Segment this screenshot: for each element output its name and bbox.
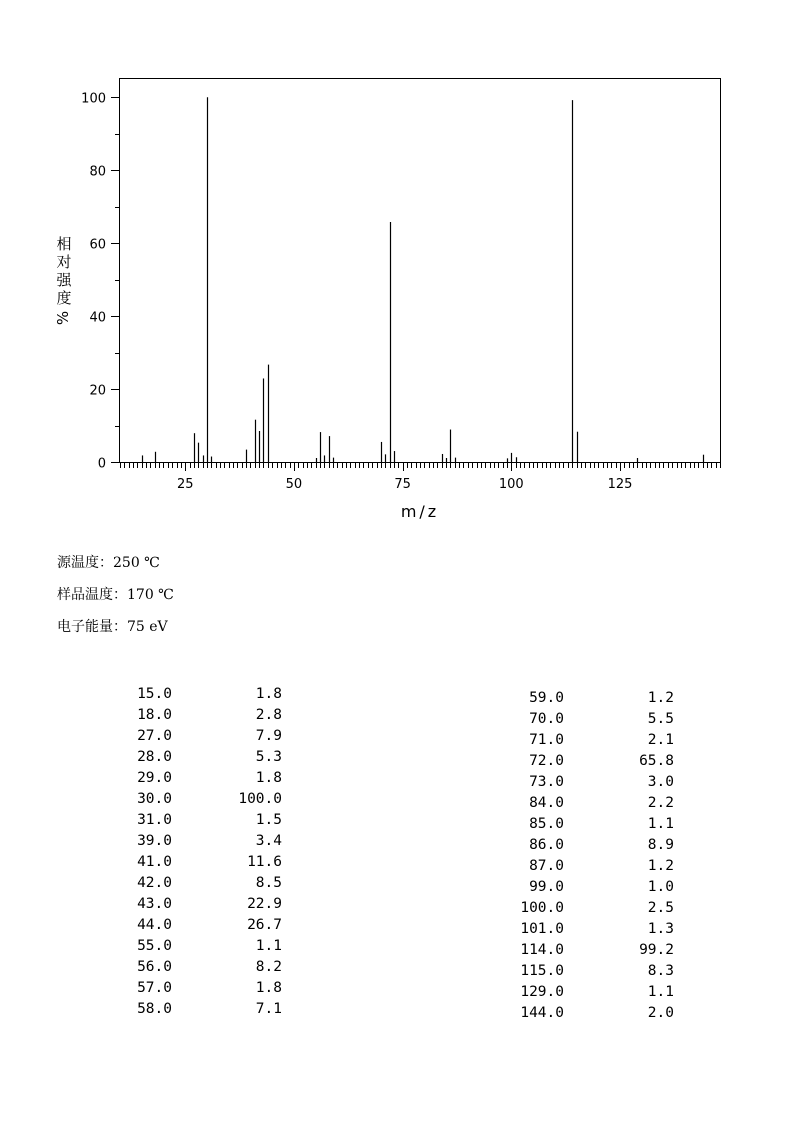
peak-table-row <box>514 982 674 1003</box>
peak-mz: 44.0 <box>137 917 172 933</box>
peak-abundance: 1.8 <box>255 980 282 996</box>
peak-table-row <box>122 936 282 957</box>
peak-table-row <box>514 856 674 877</box>
peak-table-row <box>122 726 282 747</box>
peak-mz: 18.0 <box>137 707 172 723</box>
y-axis-label-char: 相 <box>56 235 72 253</box>
x-tick-label: 125 <box>607 477 633 492</box>
peak-table-row <box>122 852 282 873</box>
peak-table-row <box>514 1003 674 1024</box>
peak-abundance: 1.0 <box>647 879 674 895</box>
peak-table-row <box>122 873 282 894</box>
peak-abundance: 2.0 <box>647 1005 674 1021</box>
x-axis <box>121 462 721 492</box>
peak-mz: 100.0 <box>520 900 564 916</box>
peak-mz: 55.0 <box>137 938 172 954</box>
y-axis-label-char: 度 <box>56 289 72 307</box>
source-temperature-label: 源温度： <box>57 555 113 571</box>
peak-mz: 31.0 <box>137 812 172 828</box>
peak-abundance: 1.8 <box>255 770 282 786</box>
peak-abundance: 2.1 <box>647 732 674 748</box>
peak-mz: 101.0 <box>520 921 564 937</box>
peak-mz: 39.0 <box>137 833 172 849</box>
peak-abundance: 8.2 <box>255 959 282 975</box>
peak-mz: 59.0 <box>529 690 564 706</box>
peak-abundance: 1.1 <box>647 816 674 832</box>
peak-abundance: 2.5 <box>647 900 674 916</box>
peak-abundance: 11.6 <box>247 854 282 870</box>
sample-temperature <box>57 584 174 604</box>
sample-temperature-label: 样品温度： <box>57 587 127 603</box>
peak-abundance: 3.4 <box>255 833 282 849</box>
peak-mz: 15.0 <box>137 686 172 702</box>
electron-energy-label: 电子能量： <box>57 619 127 635</box>
sample-temperature-value: 170 ℃ <box>127 587 174 603</box>
peak-mz: 99.0 <box>529 879 564 895</box>
peak-abundance: 1.1 <box>255 938 282 954</box>
peak-mz: 42.0 <box>137 875 172 891</box>
peak-table-row <box>514 793 674 814</box>
peak-table-right <box>514 688 674 1024</box>
peak-mz: 72.0 <box>529 753 564 769</box>
peak-table-row <box>122 978 282 999</box>
x-axis-label: m/z <box>400 502 440 521</box>
peak-table-row <box>122 705 282 726</box>
peak-table-row <box>514 751 674 772</box>
peak-abundance: 8.3 <box>647 963 674 979</box>
electron-energy <box>57 616 168 636</box>
peak-abundance: 1.3 <box>647 921 674 937</box>
peak-table-row <box>122 894 282 915</box>
peak-abundance: 1.8 <box>255 686 282 702</box>
peak-abundance: 99.2 <box>639 942 674 958</box>
y-tick-label: 40 <box>89 310 106 326</box>
y-tick-label: 20 <box>89 383 106 399</box>
y-tick-label: 80 <box>89 164 106 180</box>
peak-mz: 56.0 <box>137 959 172 975</box>
peak-mz: 70.0 <box>529 711 564 727</box>
peak-table-row <box>514 814 674 835</box>
peak-mz: 85.0 <box>529 816 564 832</box>
x-tick-label: 25 <box>176 477 194 492</box>
peak-abundance: 22.9 <box>247 896 282 912</box>
peak-abundance: 65.8 <box>639 753 674 769</box>
peak-mz: 86.0 <box>529 837 564 853</box>
peak-abundance: 3.0 <box>647 774 674 790</box>
peak-mz: 114.0 <box>520 942 564 958</box>
peak-table-row <box>514 730 674 751</box>
peak-mz: 84.0 <box>529 795 564 811</box>
y-axis-label-char: 对 <box>56 253 72 271</box>
peak-mz: 57.0 <box>137 980 172 996</box>
peak-mz: 129.0 <box>520 984 564 1000</box>
peak-table-row <box>514 898 674 919</box>
peak-table-row <box>514 835 674 856</box>
peak-table-row <box>514 877 674 898</box>
peak-mz: 73.0 <box>529 774 564 790</box>
peak-table-row <box>122 789 282 810</box>
peak-mz: 28.0 <box>137 749 172 765</box>
source-temperature-value: 250 ℃ <box>113 555 160 571</box>
peak-table-row <box>514 940 674 961</box>
peak-mz: 27.0 <box>137 728 172 744</box>
mass-spectrum-chart <box>0 0 794 530</box>
peak-bars <box>143 97 704 462</box>
peak-abundance: 2.8 <box>255 707 282 723</box>
peak-table-row <box>122 768 282 789</box>
peak-abundance: 1.5 <box>255 812 282 828</box>
y-axis-label-char: % <box>54 310 72 326</box>
y-axis-label <box>54 235 72 325</box>
peak-abundance: 100.0 <box>238 791 282 807</box>
peak-abundance: 5.5 <box>647 711 674 727</box>
peak-table-row <box>122 831 282 852</box>
peak-abundance: 1.2 <box>647 690 674 706</box>
peak-table-row <box>514 919 674 940</box>
peak-mz: 71.0 <box>529 732 564 748</box>
peak-table-row <box>122 915 282 936</box>
peak-abundance: 8.9 <box>647 837 674 853</box>
x-tick-label: 50 <box>285 477 303 492</box>
peak-abundance: 5.3 <box>255 749 282 765</box>
peak-mz: 43.0 <box>137 896 172 912</box>
peak-abundance: 7.1 <box>255 1001 282 1017</box>
electron-energy-value: 75 eV <box>127 619 168 635</box>
peak-table-row <box>514 709 674 730</box>
y-tick-label: 100 <box>81 91 106 107</box>
peak-mz: 29.0 <box>137 770 172 786</box>
x-tick-label: 100 <box>498 477 524 492</box>
plot-frame <box>120 79 721 463</box>
peak-table-row <box>122 684 282 705</box>
peak-mz: 30.0 <box>137 791 172 807</box>
y-tick-label: 0 <box>97 456 106 472</box>
y-tick-label: 60 <box>89 237 106 253</box>
source-temperature <box>57 552 160 572</box>
peak-abundance: 1.2 <box>647 858 674 874</box>
peak-table-row <box>122 957 282 978</box>
peak-abundance: 8.5 <box>255 875 282 891</box>
peak-table-row <box>514 772 674 793</box>
peak-table-left <box>122 684 282 1020</box>
peak-table-row <box>122 747 282 768</box>
peak-abundance: 2.2 <box>647 795 674 811</box>
peak-mz: 41.0 <box>137 854 172 870</box>
peak-abundance: 7.9 <box>255 728 282 744</box>
peak-abundance: 26.7 <box>247 917 282 933</box>
peak-table-row <box>122 999 282 1020</box>
peak-mz: 115.0 <box>520 963 564 979</box>
peak-table-row <box>514 688 674 709</box>
y-axis-label-char: 强 <box>56 271 72 289</box>
peak-abundance: 1.1 <box>647 984 674 1000</box>
peak-mz: 87.0 <box>529 858 564 874</box>
x-tick-label: 75 <box>394 477 411 492</box>
y-axis <box>81 92 120 472</box>
peak-table-row <box>514 961 674 982</box>
peak-mz: 58.0 <box>137 1001 172 1017</box>
peak-table-row <box>122 810 282 831</box>
peak-mz: 144.0 <box>520 1005 564 1021</box>
